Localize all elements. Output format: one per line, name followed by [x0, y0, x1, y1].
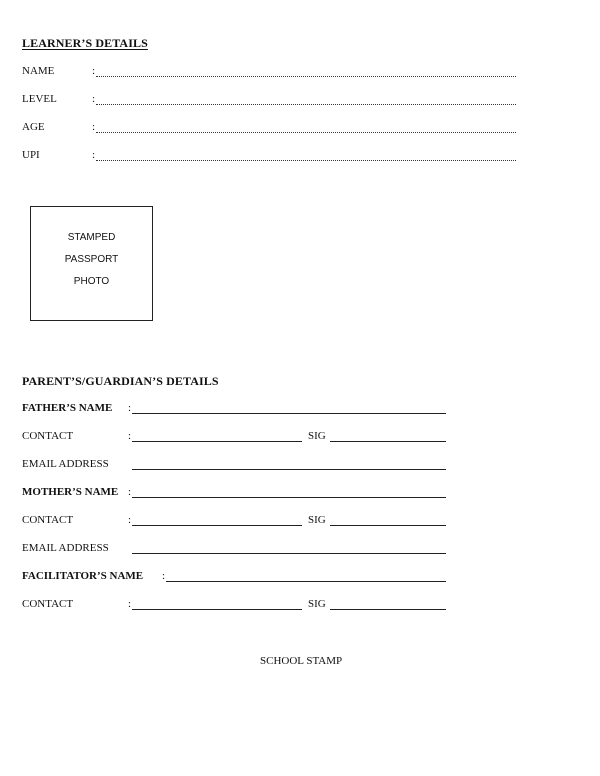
facilitator-name-colon: :	[162, 570, 166, 582]
facilitator-sig-input-line[interactable]	[330, 609, 446, 610]
upi-colon: :	[92, 149, 96, 161]
mother-name-input-line[interactable]	[132, 497, 446, 498]
mother-name-colon: :	[128, 486, 132, 498]
age-label: AGE	[22, 121, 45, 133]
father-name-label: FATHER’S NAME	[22, 402, 113, 414]
photo-line-passport: PASSPORT	[64, 254, 119, 265]
father-contact-input-line[interactable]	[132, 441, 302, 442]
level-input-line[interactable]	[96, 104, 516, 105]
facilitator-sig-label: SIG	[308, 598, 326, 610]
name-input-line[interactable]	[96, 76, 516, 77]
mother-contact-colon: :	[128, 514, 132, 526]
father-email-label: EMAIL ADDRESS	[22, 458, 109, 470]
mother-name-label: MOTHER’S NAME	[22, 486, 119, 498]
father-contact-label: CONTACT	[22, 430, 74, 442]
mother-email-label: EMAIL ADDRESS	[22, 542, 109, 554]
father-sig-input-line[interactable]	[330, 441, 446, 442]
father-contact-colon: :	[128, 430, 132, 442]
school-stamp-label: SCHOOL STAMP	[260, 655, 343, 667]
passport-photo-box	[30, 206, 153, 321]
facilitator-contact-input-line[interactable]	[132, 609, 302, 610]
level-colon: :	[92, 93, 96, 105]
facilitator-name-input-line[interactable]	[166, 581, 446, 582]
photo-line-stamped: STAMPED	[67, 232, 116, 243]
father-name-input-line[interactable]	[132, 413, 446, 414]
facilitator-contact-label: CONTACT	[22, 598, 74, 610]
father-name-colon: :	[128, 402, 132, 414]
age-colon: :	[92, 121, 96, 133]
level-label: LEVEL	[22, 93, 57, 105]
mother-contact-input-line[interactable]	[132, 525, 302, 526]
father-email-input-line[interactable]	[132, 469, 446, 470]
learners-details-title: LEARNER’S DETAILS	[22, 36, 148, 50]
mother-sig-input-line[interactable]	[330, 525, 446, 526]
facilitator-contact-colon: :	[128, 598, 132, 610]
upi-label: UPI	[22, 149, 40, 161]
mother-email-input-line[interactable]	[132, 553, 446, 554]
facilitator-name-label: FACILITATOR’S NAME	[22, 570, 144, 582]
father-sig-label: SIG	[308, 430, 326, 442]
guardian-details-title: PARENT’S/GUARDIAN’S DETAILS	[22, 374, 219, 388]
mother-sig-label: SIG	[308, 514, 326, 526]
name-label: NAME	[22, 65, 55, 77]
mother-contact-label: CONTACT	[22, 514, 74, 526]
photo-line-photo: PHOTO	[73, 276, 110, 287]
upi-input-line[interactable]	[96, 160, 516, 161]
name-colon: :	[92, 65, 96, 77]
age-input-line[interactable]	[96, 132, 516, 133]
